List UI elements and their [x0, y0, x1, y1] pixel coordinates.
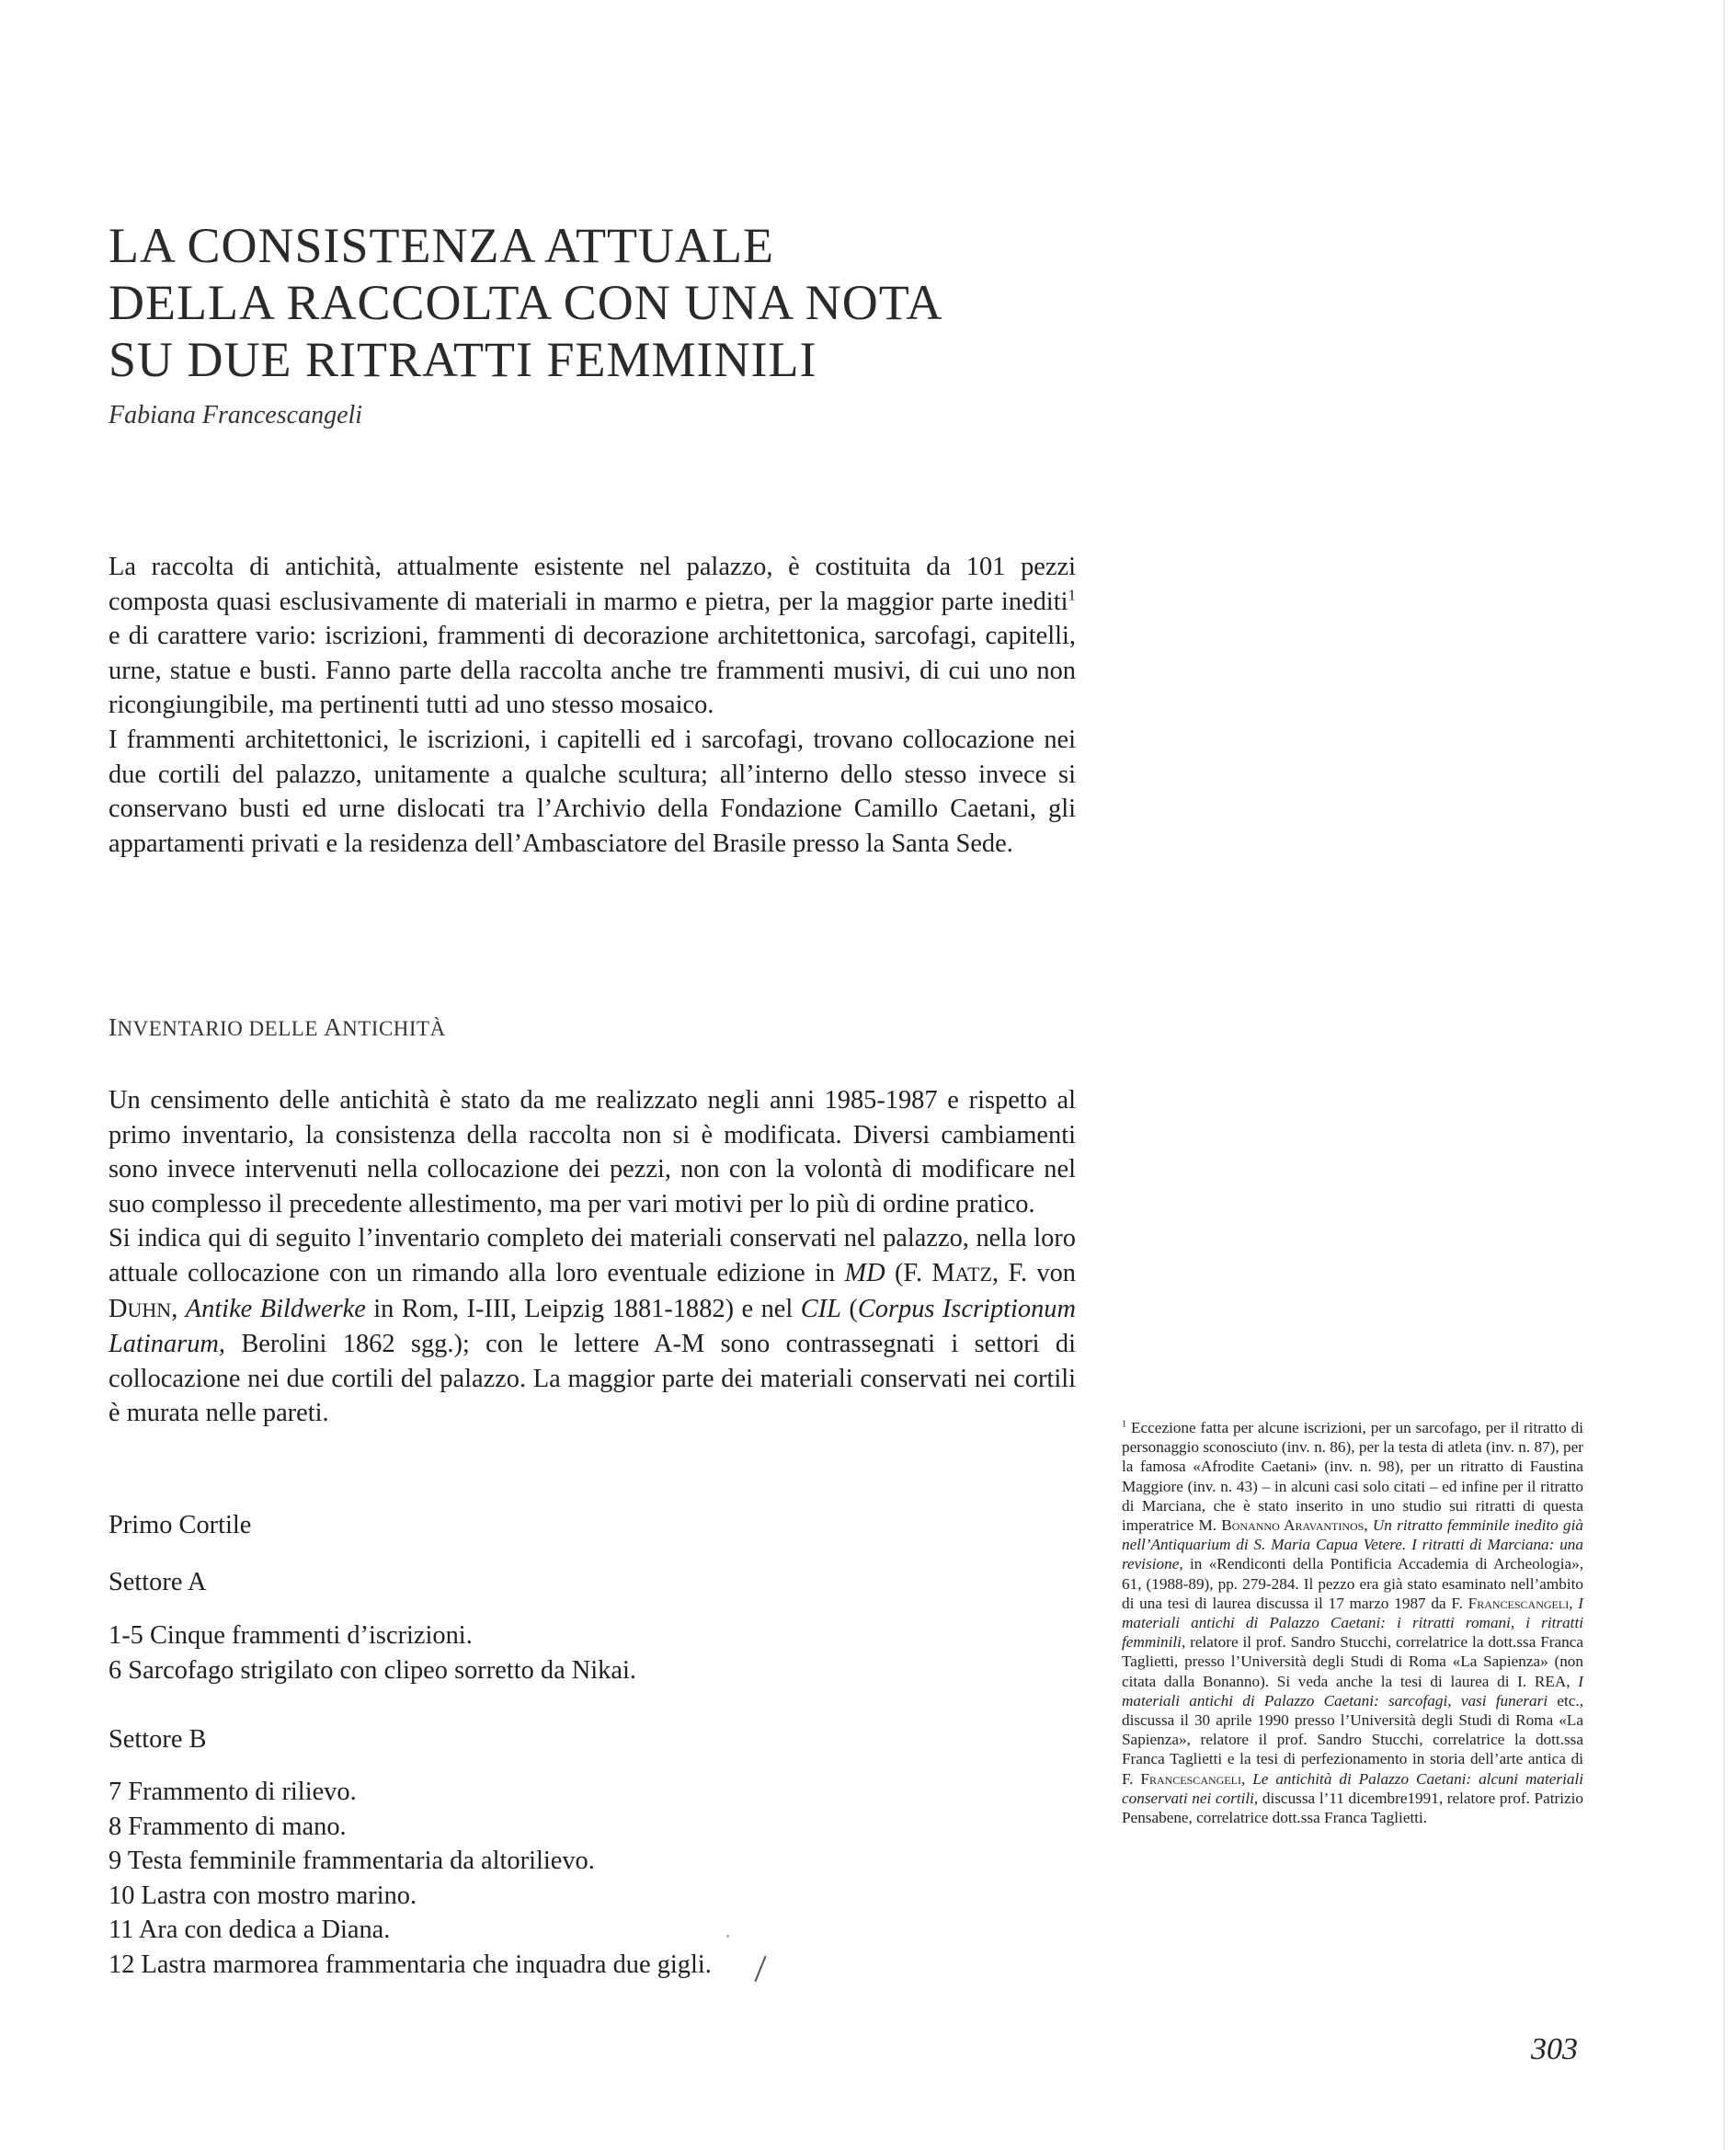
- census-paragraph-1: Un censimento delle antichità è stato da me realizzato negli anni 1985-1987 e rispetto al primo inventario, la consistenza della raccolta non si è modificata. Diversi cambiamenti sono invece intervenuti nella collocazione dei pezzi, non con la volontà di modificare nel suo complesso il precedente allestimento, ma per vari motivi per lo più di ordine pratico.: [108, 1086, 1076, 1218]
- census-p2-e: in Rom, I-III, Leipzig 1881-1882) e nel: [365, 1294, 801, 1323]
- heading-rest-1: NVENTARIO DELLE: [117, 1017, 325, 1040]
- name-duhn: UHN: [127, 1298, 172, 1321]
- census-p2-d: ,: [171, 1294, 186, 1323]
- intro-p1-text-a: La raccolta di antichità, attualmente esistente nel palazzo, è costituita da 101 pezzi composta quasi esclusivamente di materiali in marmo e pietra, per la maggior parte inediti: [108, 553, 1076, 616]
- pencil-mark: [754, 1956, 766, 1983]
- footnote-author: Francescangeli: [1140, 1769, 1241, 1788]
- inventory-list-b: [108, 1775, 712, 1983]
- title-corpus: Corpus Iscriptionum Latinarum: [108, 1294, 1077, 1359]
- section-heading-inventario: [108, 1013, 446, 1042]
- list-item: 7 Frammento di rilievo.: [108, 1778, 357, 1806]
- heading-cap-1: I: [108, 1013, 118, 1041]
- census-section: [108, 1083, 1076, 1431]
- title-line-2: DELLA RACCOLTA CON UNA NOTA: [108, 275, 943, 330]
- subheading-settore-a: Settore A: [108, 1568, 207, 1596]
- inventory-list-a: [108, 1618, 636, 1687]
- title-antike-bildwerke: Antike Bildwerke: [185, 1294, 366, 1323]
- footnote-author: Francescangeli: [1468, 1594, 1570, 1612]
- footnote-text: Eccezione fatta per alcune iscrizioni, per un sarcofago, per il ritratto di personaggio sconosciuto (inv. n. 86), per la testa di atleta (inv. n. 87), per la famosa «Afrodite Caetani» (inv. n. 98), per un ritratto di Faustina Maggiore (inv. n. 43) – in alcuni casi solo citati – ed infine per il ritratto di Marciana, che è stato inserito in uno studio sui ritratti di questa imperatrice M.: [1122, 1419, 1583, 1535]
- list-item: 1-5 Cinque frammenti d’iscrizioni.: [108, 1621, 473, 1650]
- intro-paragraph-2: I frammenti architettonici, le iscrizioni, i capitelli ed i sarcofagi, trovano collocazione nei due cortili del palazzo, unitamente a qualche scultura; all’interno dello stesso invece si conservano busti ed urne dislocati tra l’Archivio della Fondazione Camillo Caetani, gli appartamenti privati e la residenza dell’Ambasciatore del Brasile presso la Santa Sede.: [108, 725, 1076, 858]
- title-line-3: SU DUE RITRATTI FEMMINILI: [108, 332, 817, 387]
- footnote-text: , in «Rendiconti della Pontificia Accademia di Archeologia», 61, (1988-89), pp. 279-284. Il pezzo era già stato esaminato nell’ambito di una tesi di laurea discussa il 17 marzo 1987 da F.: [1122, 1555, 1583, 1612]
- footnote-text: etc., discussa il 30 aprile 1990 presso l’Università degli Studi di Roma «La Sapienza», relatore il prof. Sandro Stucchi, correlatrice la dott.ssa Franca Taglietti e la tesi di perfezionamento in storia dell’arte antica di F.: [1122, 1691, 1583, 1788]
- footnote-title: I materiali antichi di Palazzo Caetani: sarcofagi, vasi funerari: [1122, 1672, 1583, 1710]
- page-number: 303: [1531, 2032, 1578, 2066]
- list-item: 9 Testa femminile frammentaria da altorilievo.: [108, 1847, 595, 1876]
- footnote-text: ,: [1364, 1516, 1373, 1535]
- abbr-md: MD: [844, 1258, 885, 1287]
- footnote-author: Bonanno Aravantinos: [1221, 1516, 1365, 1535]
- abbr-cil: CIL: [800, 1294, 841, 1323]
- title-line-1: LA CONSISTENZA ATTUALE: [108, 218, 774, 273]
- list-item: 6 Sarcofago strigilato con clipeo sorretto da Nikai.: [108, 1655, 636, 1685]
- subheading-primo-cortile: Primo Cortile: [108, 1511, 252, 1539]
- list-item: 8 Frammento di mano.: [108, 1812, 347, 1841]
- article-title: [108, 217, 1028, 388]
- footnote-text: , relatore il prof. Sandro Stucchi, correlatrice la dott.ssa Franca Taglietti, presso l’Università degli Studi di Roma «La Sapienza» (non citata dalla Bonanno). Si veda anche la tesi di laurea di I. REA,: [1122, 1633, 1583, 1690]
- footnote-text: , discussa l’11 dicembre1991, relatore prof. Patrizio Pensabene, correlatrice dott.ssa Franca Taglietti.: [1122, 1789, 1583, 1827]
- intro-paragraph-1: [108, 550, 1076, 723]
- name-matz: ATZ: [954, 1262, 992, 1286]
- intro-p1-text-b: e di carattere vario: iscrizioni, frammenti di decorazione architettonica, sarcofagi, capitelli, urne, statue e busti. Fanno parte della raccolta anche tre frammenti musivi, di cui uno non ricongiungibile, ma pertinenti tutti ad uno stesso mosaico.: [108, 622, 1076, 720]
- footnote-text: ,: [1569, 1594, 1579, 1612]
- subheading-settore-b: Settore B: [108, 1725, 207, 1754]
- list-item: 11 Ara con dedica a Diana.: [108, 1916, 391, 1945]
- census-p2-f: (: [840, 1294, 858, 1323]
- census-paragraph-2: [108, 1221, 1076, 1431]
- intro-section: [108, 550, 1076, 861]
- footnote-paragraph: [1122, 1418, 1583, 1827]
- footnote-title: I materiali antichi di Palazzo Caetani: i ritratti romani, i ritratti femminili: [1122, 1594, 1583, 1652]
- census-p2-a: Si indica qui di seguito l’inventario completo dei materiali conservati nel palazzo, nella loro attuale collocazione con un rimando alla loro eventuale edizione in: [108, 1224, 1076, 1287]
- footnote-reference: 1: [1068, 586, 1076, 604]
- list-item: 12 Lastra marmorea frammentaria che inquadra due gigli.: [108, 1950, 712, 1979]
- census-p2-b: (F. M: [885, 1258, 955, 1287]
- footnote-title: Le antichità di Palazzo Caetani: alcuni materiali conservati nei cortili: [1122, 1769, 1583, 1807]
- author-name: Fabiana Francescangeli: [108, 401, 363, 429]
- census-p2-g: , Berolini 1862 sgg.); con le lettere A-M sono contrassegnati i settori di collocazione nei due cortili del palazzo. La maggior parte dei materiali conservati nei cortili è murata nelle pareti.: [108, 1330, 1076, 1428]
- footnote-text: ,: [1240, 1769, 1253, 1788]
- footnote-number: 1: [1122, 1419, 1127, 1430]
- heading-cap-2: A: [324, 1013, 343, 1041]
- footnote-1: [1122, 1418, 1583, 1827]
- page-edge-shadow: [1723, 0, 1725, 2150]
- scan-speck: [726, 1935, 729, 1938]
- heading-rest-2: NTICHITÀ: [342, 1017, 446, 1040]
- census-p2-c: , F. von D: [108, 1258, 1077, 1323]
- list-item: 10 Lastra con mostro marino.: [108, 1881, 417, 1910]
- footnote-title: Un ritratto femminile inedito già nell’Antiquarium di S. Maria Capua Vetere. I ritratti di Marciana: una revisione: [1122, 1516, 1583, 1573]
